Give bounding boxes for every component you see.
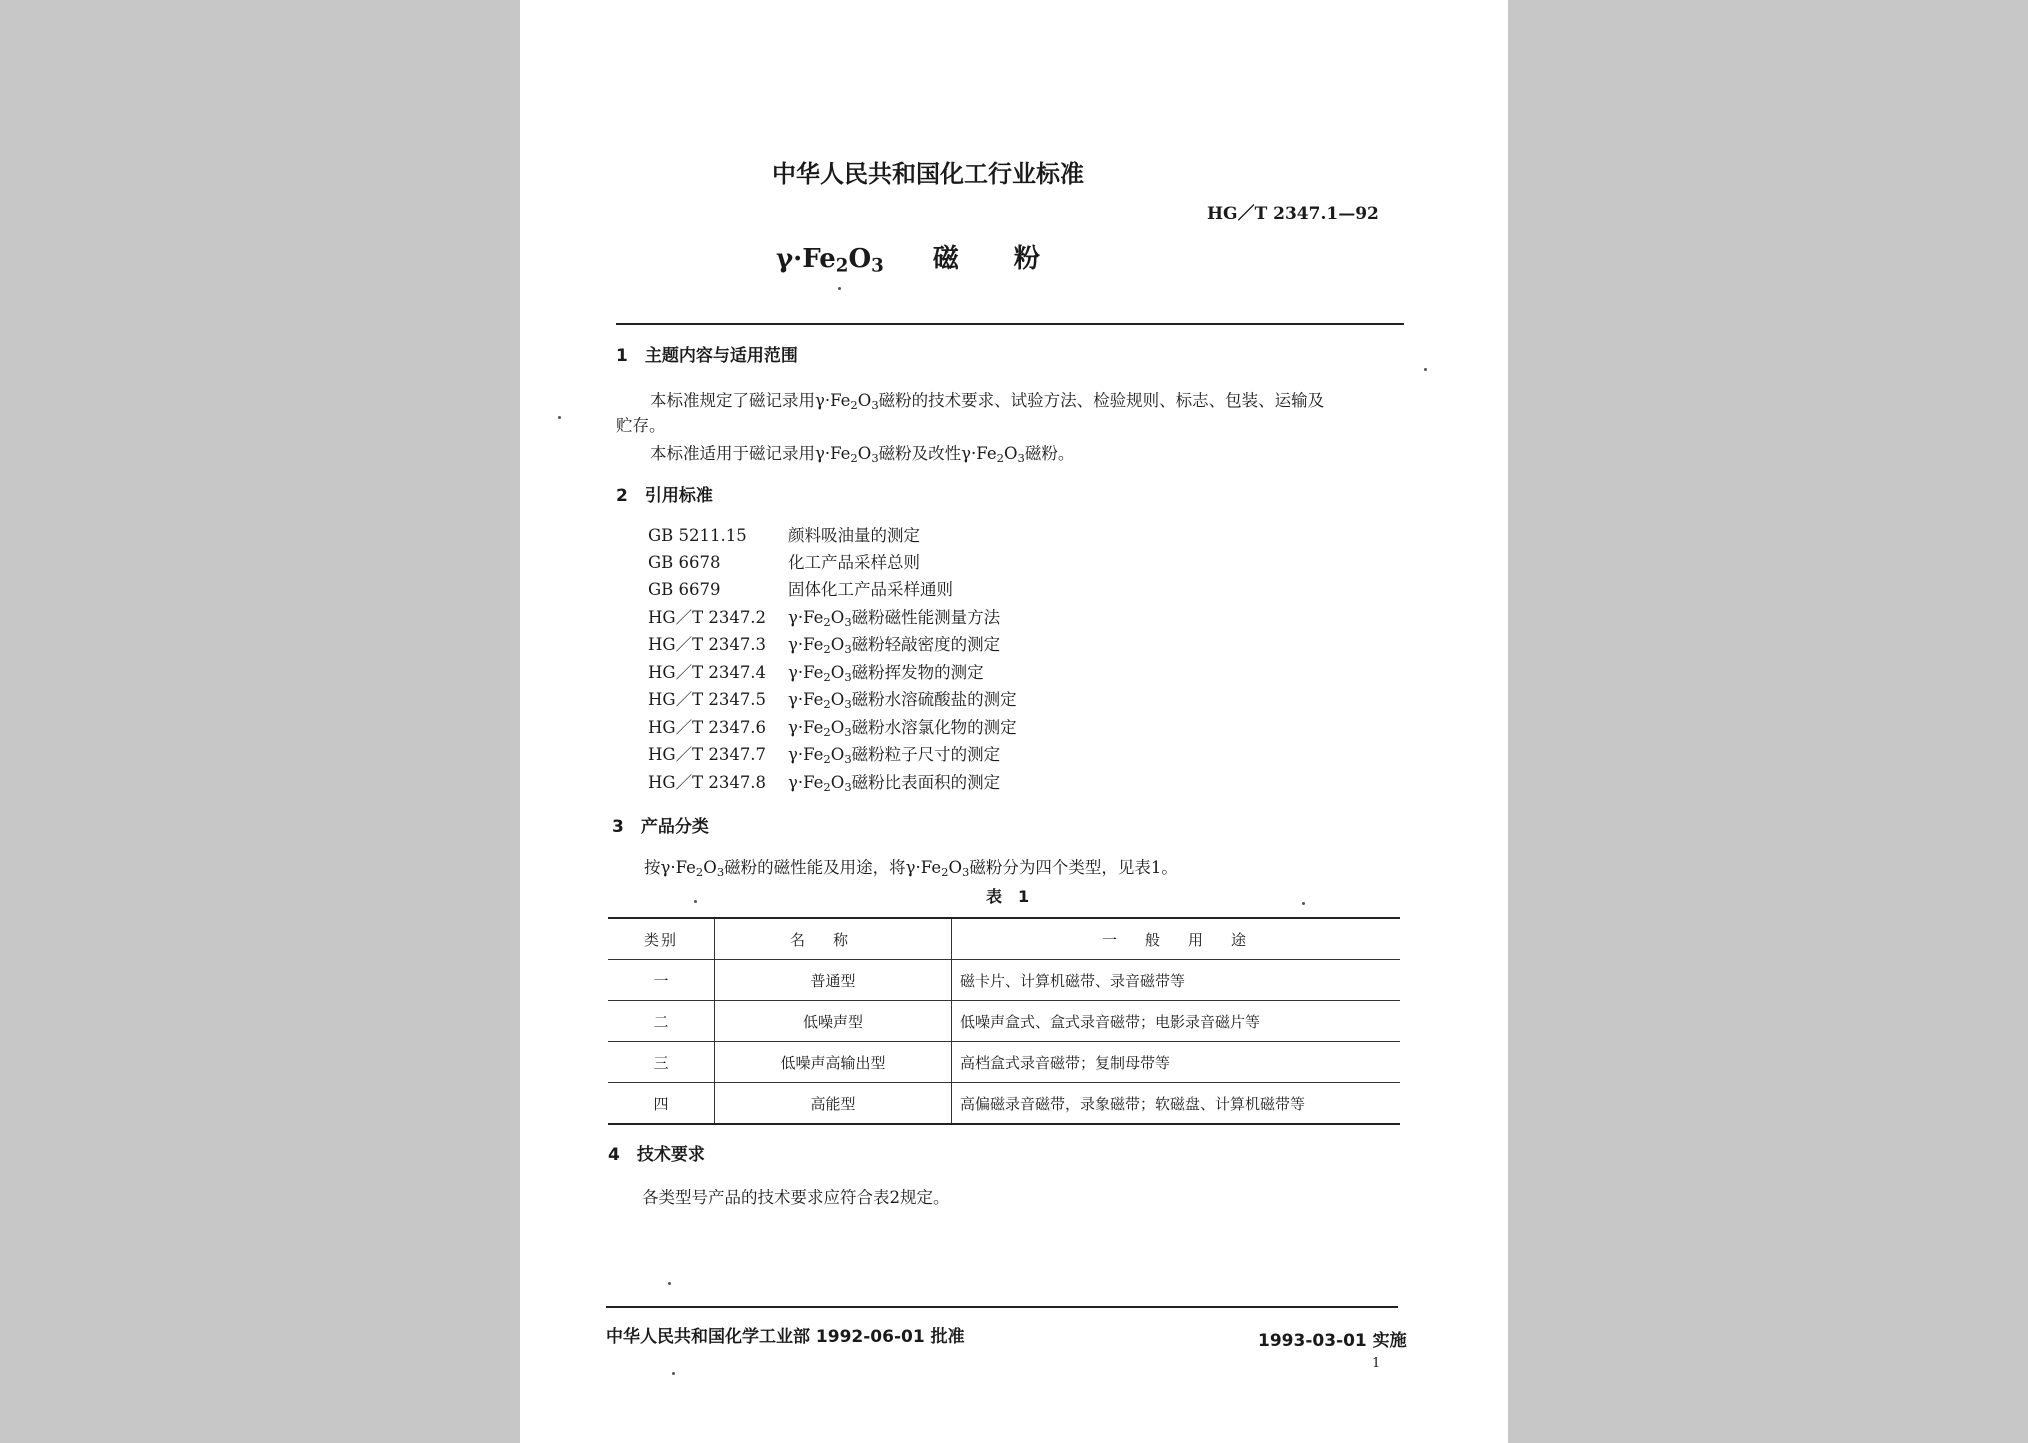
scan-speck (558, 416, 561, 419)
scan-speck (838, 287, 841, 290)
ref-item: GB 6678 化工产品采样总则 (648, 553, 920, 572)
table-cell: 低噪声高输出型 (715, 1042, 952, 1083)
column-header: 名称 (715, 918, 952, 960)
section-1-paragraph-2: 本标准适用于磁记录用$\gamma\cdot Fe_2O_3$磁粉及改性$\gamma\cdot Fe_2O_3$磁粉。 (650, 444, 1075, 465)
section-1-heading: 1 主题内容与适用范围 (616, 346, 798, 366)
document-title (776, 238, 1040, 275)
table-cell: 三 (608, 1042, 715, 1083)
table-cell: 高能型 (715, 1083, 952, 1125)
ref-item: HG／T 2347.6 $\gamma\cdot Fe_2O_3$磁粉水溶氯化物的测定 (648, 718, 1017, 739)
footer-rule (606, 1306, 1398, 1308)
ref-item: HG／T 2347.7 $\gamma\cdot Fe_2O_3$磁粉粒子尺寸的测定 (648, 745, 1001, 766)
section-4-heading: 4 技术要求 (608, 1145, 705, 1165)
classification-table (608, 917, 1400, 1125)
effective-date: 1993-03-01 实施 (1258, 1331, 1407, 1351)
header-rule (616, 323, 1404, 325)
table-cell: 四 (608, 1083, 715, 1125)
scan-speck (1424, 368, 1427, 371)
section-2-heading: 2 引用标准 (616, 486, 713, 506)
standard-code: HG／T 2347.1—92 (1207, 204, 1379, 224)
section-3-heading: 3 产品分类 (612, 817, 709, 837)
column-header: 类别 (608, 918, 715, 960)
table-row (608, 1042, 1400, 1083)
table-header-row (608, 918, 1400, 960)
title-word-1: 磁 (932, 244, 959, 274)
ref-item: HG／T 2347.8 $\gamma\cdot Fe_2O_3$磁粉比表面积的测定 (648, 773, 1001, 794)
ref-item: HG／T 2347.3 $\gamma\cdot Fe_2O_3$磁粉轻敲密度的测定 (648, 635, 1001, 656)
section-1-paragraph-1-cont: 贮存。 (616, 416, 666, 435)
table-row (608, 1001, 1400, 1042)
table-caption: 表 1 (986, 887, 1030, 906)
table-row (608, 960, 1400, 1001)
title-formula: $\gamma\cdot Fe_2O_3$ (776, 244, 884, 277)
approval-note: 中华人民共和国化学工业部 1992-06-01 批准 (606, 1327, 965, 1347)
table-cell: 磁卡片、计算机磁带、录音磁带等 (952, 960, 1401, 1001)
table-cell: 二 (608, 1001, 715, 1042)
scan-speck (668, 1282, 671, 1285)
scan-speck (1302, 902, 1305, 905)
column-header: 一般用途 (952, 918, 1401, 960)
section-4-paragraph: 各类型号产品的技术要求应符合表2规定。 (642, 1188, 950, 1207)
ref-item: HG／T 2347.5 $\gamma\cdot Fe_2O_3$磁粉水溶硫酸盐的测定 (648, 690, 1017, 711)
table-row (608, 1083, 1400, 1125)
ref-item: GB 5211.15 颜料吸油量的测定 (648, 526, 920, 545)
page-number: 1 (1372, 1356, 1381, 1371)
title-word-2: 粉 (1013, 244, 1040, 274)
ref-item: GB 6679 固体化工产品采样通则 (648, 580, 953, 599)
table-cell: 高档盒式录音磁带；复制母带等 (952, 1042, 1401, 1083)
table-cell: 低噪声型 (715, 1001, 952, 1042)
table-cell: 高偏磁录音磁带，录象磁带；软磁盘、计算机磁带等 (952, 1083, 1401, 1125)
table-cell: 低噪声盒式、盒式录音磁带；电影录音磁片等 (952, 1001, 1401, 1042)
scan-speck (694, 900, 697, 903)
document-page (520, 0, 1508, 1443)
section-3-paragraph: 按$\gamma\cdot Fe_2O_3$磁粉的磁性能及用途，将$\gamma\cdot Fe_2O_3$磁粉分为四个类型，见表1。 (644, 858, 1178, 879)
section-1-paragraph-1: 本标准规定了磁记录用$\gamma\cdot Fe_2O_3$磁粉的技术要求、试验方法、检验规则、标志、包装、运输及 (650, 391, 1325, 412)
table-cell: 普通型 (715, 960, 952, 1001)
ref-item: HG／T 2347.4 $\gamma\cdot Fe_2O_3$磁粉挥发物的测定 (648, 663, 984, 684)
standard-org-title: 中华人民共和国化工行业标准 (772, 160, 1084, 188)
table-cell: 一 (608, 960, 715, 1001)
scan-speck (672, 1372, 675, 1375)
ref-item: HG／T 2347.2 $\gamma\cdot Fe_2O_3$磁粉磁性能测量方法 (648, 608, 1001, 629)
